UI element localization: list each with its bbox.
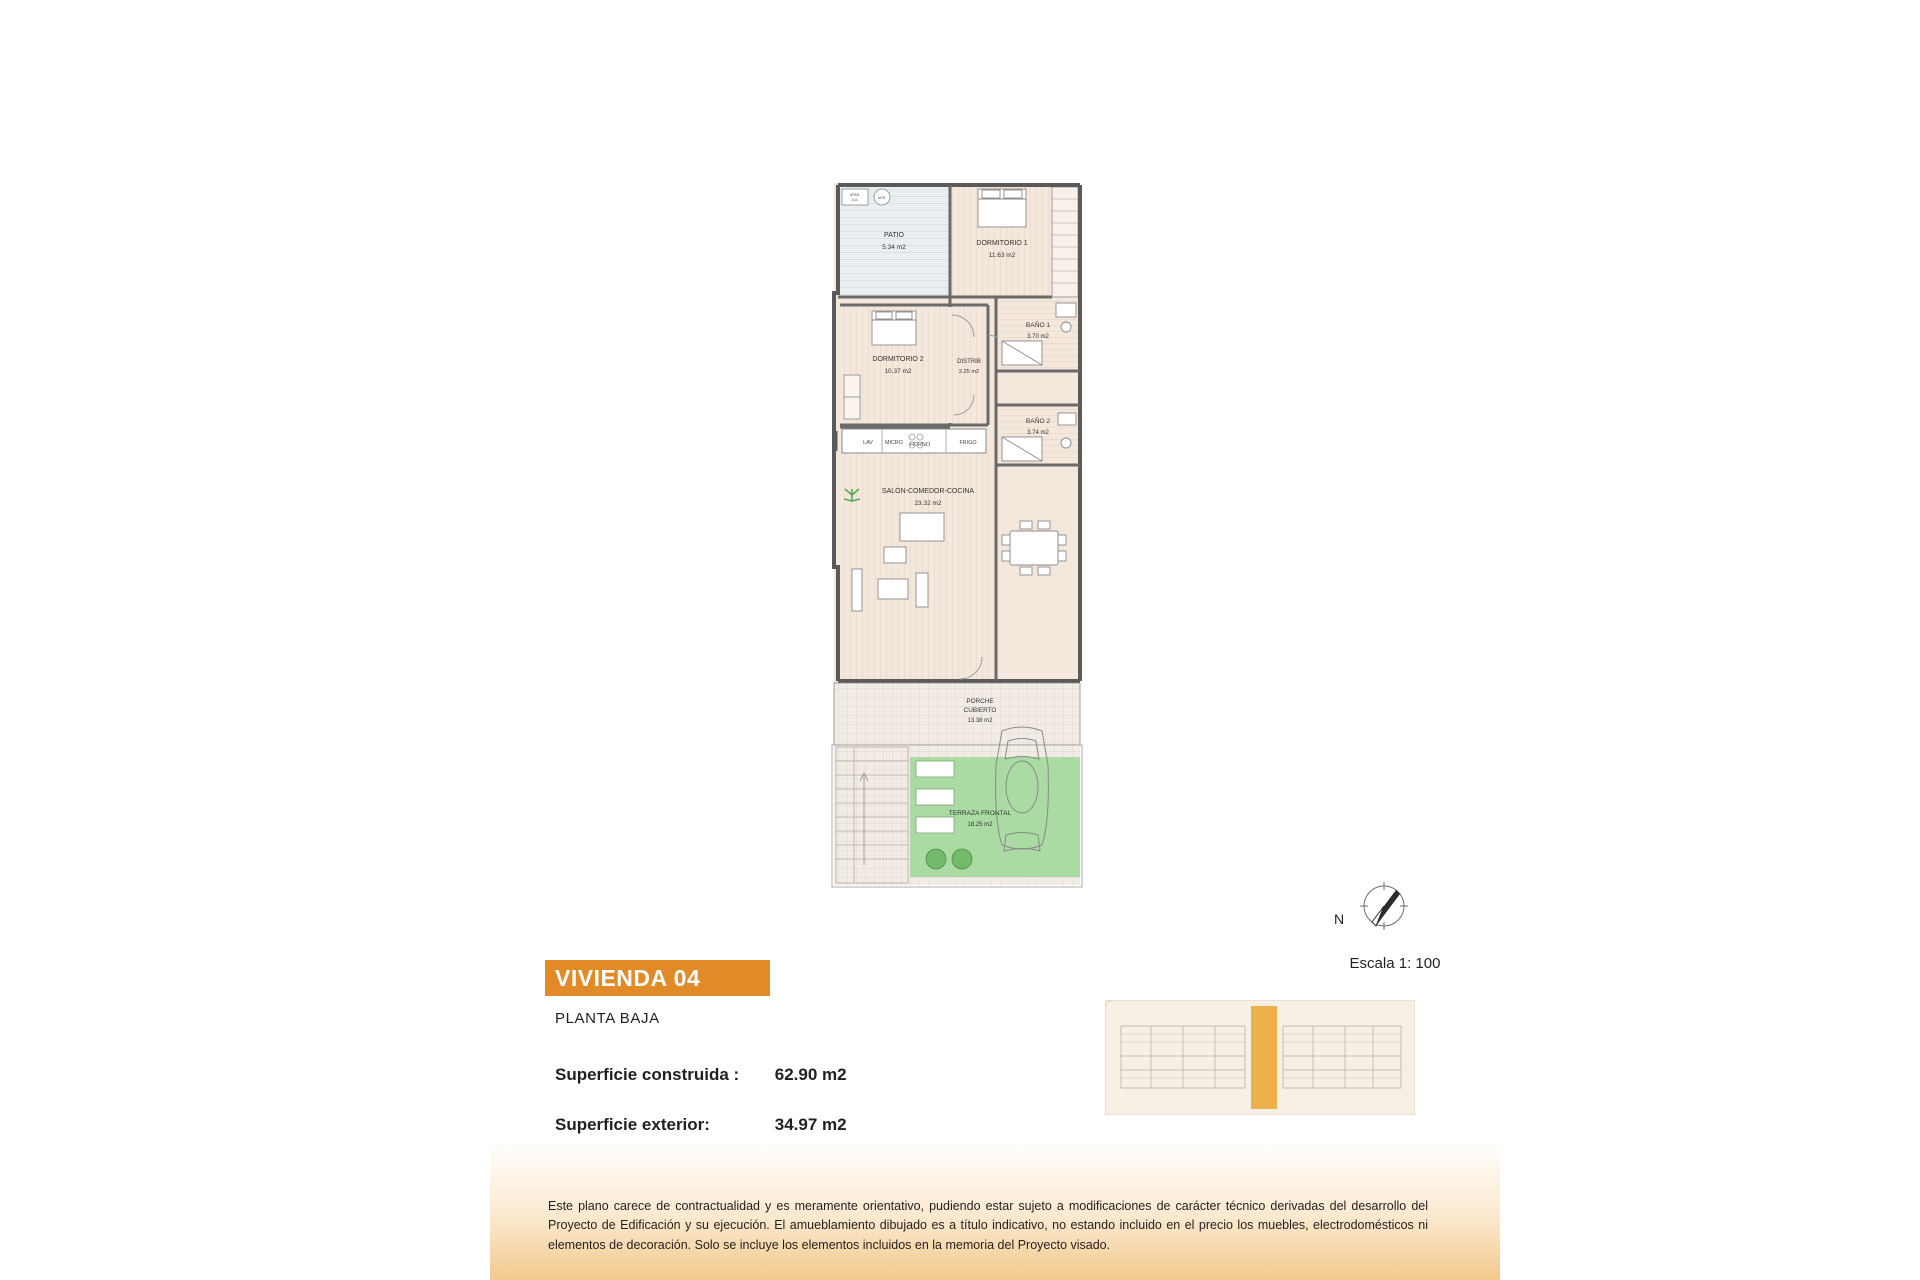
floor-subtitle: PLANTA BAJA bbox=[555, 1010, 660, 1027]
room-area-bano-2: 3.74 m2 bbox=[1027, 430, 1049, 436]
exterior-area-value: 34.97 m2 bbox=[774, 1115, 847, 1134]
room-label-distrib: DISTRIB bbox=[957, 359, 981, 365]
built-area-value: 62.90 m2 bbox=[774, 1065, 847, 1084]
room-label-salon: SALÓN-COMEDOR-COCINA bbox=[881, 488, 975, 495]
room-area-patio: 5.34 m2 bbox=[882, 244, 906, 251]
svg-text:A.A.: A.A. bbox=[851, 198, 859, 202]
appliance-label-horno: HORNO bbox=[909, 442, 931, 448]
room-area-dormitorio-2: 10.37 m2 bbox=[884, 368, 912, 375]
room-label-dormitorio-2: DORMITORIO 2 bbox=[872, 356, 924, 363]
room-label-bano-2: BAÑO 2 bbox=[1025, 418, 1051, 425]
room-area-terraza: 18.25 m2 bbox=[967, 822, 993, 828]
exterior-area-label: Superficie exterior: bbox=[555, 1115, 710, 1134]
svg-text:AER.: AER. bbox=[877, 196, 887, 200]
room-area-porche: 13.38 m2 bbox=[967, 718, 993, 724]
disclaimer-text: Este plano carece de contractualidad y es meramente orientativo, pudiendo estar sujeto a modificaciones de carácter técnico derivadas del desarrollo del Proyecto de Edificación y su ejecución. El amueblamiento dibujado es a título indicativo, no estando incluido en el precio los muebles, electrodomésticos ni elementos de decoración. Solo se incluye los elementos incluidos en la memoria del Proyecto visado. bbox=[548, 1199, 1428, 1252]
room-label-bano-1: BAÑO 1 bbox=[1025, 322, 1051, 329]
floor-plan bbox=[820, 175, 1120, 895]
room-area-dormitorio-1: 11.63 m2 bbox=[988, 252, 1016, 259]
page-title-text: VIVIENDA 04 bbox=[555, 964, 701, 991]
scale-label: Escala 1: 100 bbox=[1349, 955, 1441, 972]
appliance-label-lav: LAV bbox=[863, 440, 873, 446]
exterior-area-row bbox=[555, 1115, 847, 1135]
built-area-label: Superficie construida : bbox=[555, 1065, 740, 1084]
appliance-label-micro: MICRO bbox=[885, 440, 903, 446]
room-area-distrib: 2.25 m2 bbox=[958, 369, 980, 375]
room-label-terraza: TERRAZA FRONTAL bbox=[948, 810, 1012, 817]
page-title bbox=[545, 960, 770, 996]
room-label-porche-2: CUBIERTO bbox=[963, 707, 997, 714]
compass-north-label: N bbox=[1334, 911, 1345, 927]
compass bbox=[1318, 880, 1428, 940]
room-area-salon: 23.32 m2 bbox=[914, 500, 942, 507]
room-label-dormitorio-1: DORMITORIO 1 bbox=[976, 240, 1028, 247]
appliance-label-frigo: FRIGO bbox=[959, 440, 977, 446]
room-label-patio: PATIO bbox=[884, 232, 904, 239]
room-area-bano-1: 3.70 m2 bbox=[1027, 334, 1049, 340]
key-plan bbox=[1105, 1000, 1415, 1115]
built-area-row bbox=[555, 1065, 847, 1085]
svg-text:APAR.: APAR. bbox=[849, 193, 861, 197]
room-label-porche-1: PORCHE bbox=[966, 698, 994, 705]
